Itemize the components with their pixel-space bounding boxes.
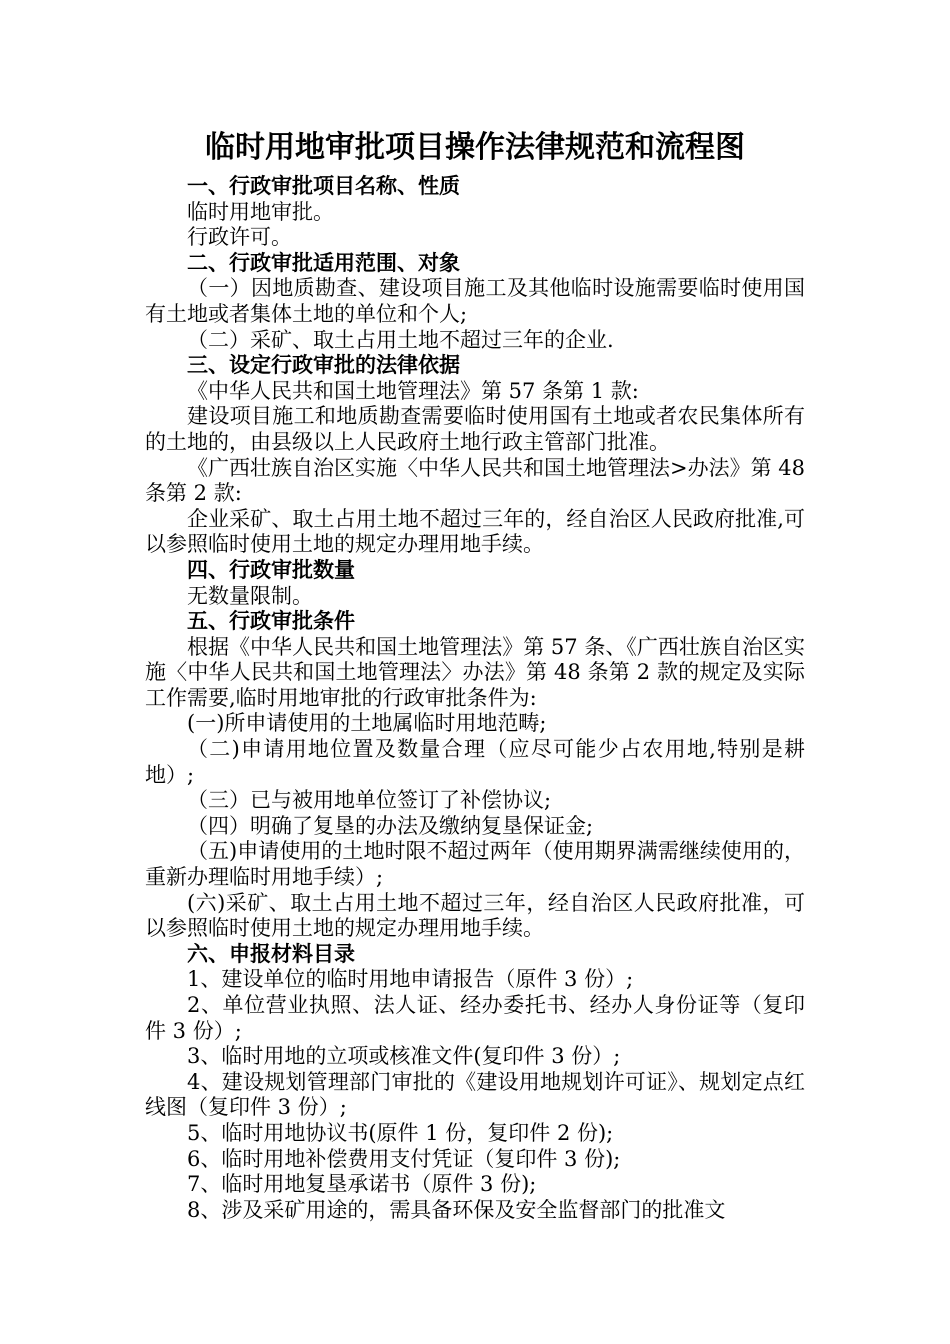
paragraph: （三）已与被用地单位签订了补偿协议; bbox=[187, 788, 552, 813]
paragraph: 建设项目施工和地质勘查需要临时使用国有土地或者农民集体所有的土地的，由县级以上人民政府土地行政主管部门批准。 bbox=[145, 404, 805, 454]
section-heading: 四、行政审批数量 bbox=[187, 557, 355, 582]
paragraph: 临时用地审批。 bbox=[187, 199, 334, 224]
document-body bbox=[145, 174, 805, 1223]
document-title: 临时用地审批项目操作法律规范和流程图 bbox=[205, 130, 745, 165]
paragraph: 根据《中华人民共和国土地管理法》第 57 条、《广西壮族自治区实施〈中华人民共和国土地管理法〉办法》第 48 条第 2 款的规定及实际工作需要,临时用地审批的行政审批条件为: bbox=[145, 634, 805, 710]
paragraph: 行政许可。 bbox=[187, 225, 292, 250]
paragraph: 8、涉及采矿用途的，需具备环保及安全监督部门的批准文 bbox=[187, 1197, 726, 1222]
paragraph: （二）采矿、取土占用土地不超过三年的企业. bbox=[187, 327, 614, 352]
paragraph: 5、临时用地协议书(原件 1 份，复印件 2 份); bbox=[187, 1120, 614, 1145]
paragraph: （四）明确了复垦的办法及缴纳复垦保证金; bbox=[187, 813, 594, 838]
paragraph: 6、临时用地补偿费用支付凭证（复印件 3 份); bbox=[187, 1146, 621, 1171]
section-heading: 五、行政审批条件 bbox=[187, 609, 355, 634]
paragraph: （五)申请使用的土地时限不超过两年（使用期界满需继续使用的，重新办理临时用地手续）; bbox=[145, 839, 805, 890]
paragraph: 7、临时用地复垦承诺书（原件 3 份); bbox=[187, 1172, 537, 1197]
section-heading: 六、申报材料目录 bbox=[187, 941, 355, 966]
paragraph: 企业采矿、取土占用土地不超过三年的，经自治区人民政府批准,可以参照临时使用土地的规定办理用地手续。 bbox=[145, 506, 805, 557]
paragraph: 3、临时用地的立项或核准文件(复印件 3 份）; bbox=[187, 1044, 621, 1069]
paragraph: 《中华人民共和国土地管理法》第 57 条第 1 款: bbox=[187, 378, 639, 403]
paragraph: 4、建设规划管理部门审批的《建设用地规划许可证》、规划定点红线图（复印件 3 份）; bbox=[145, 1069, 805, 1120]
section-heading: 三、设定行政审批的法律依据 bbox=[187, 353, 460, 378]
paragraph: （二)申请用地位置及数量合理（应尽可能少占农用地,特别是耕地）; bbox=[145, 737, 805, 787]
paragraph: (六)采矿、取土占用土地不超过三年，经自治区人民政府批准，可以参照临时使用土地的规定办理用地手续。 bbox=[145, 890, 805, 941]
paragraph: 2、单位营业执照、法人证、经办委托书、经办人身份证等（复印件 3 份）; bbox=[145, 993, 805, 1043]
paragraph: 1、建设单位的临时用地申请报告（原件 3 份）; bbox=[187, 967, 634, 992]
section-heading: 一、行政审批项目名称、性质 bbox=[187, 174, 460, 198]
paragraph: (一)所申请使用的土地属临时用地范畴; bbox=[187, 711, 547, 736]
paragraph: 无数量限制。 bbox=[187, 583, 313, 608]
paragraph: 《广西壮族自治区实施〈中华人民共和国土地管理法>办法》第 48 条第 2 款: bbox=[145, 455, 805, 506]
paragraph: （一）因地质勘查、建设项目施工及其他临时设施需要临时使用国有土地或者集体土地的单位和个人; bbox=[145, 276, 805, 326]
section-heading: 二、行政审批适用范围、对象 bbox=[187, 250, 460, 275]
